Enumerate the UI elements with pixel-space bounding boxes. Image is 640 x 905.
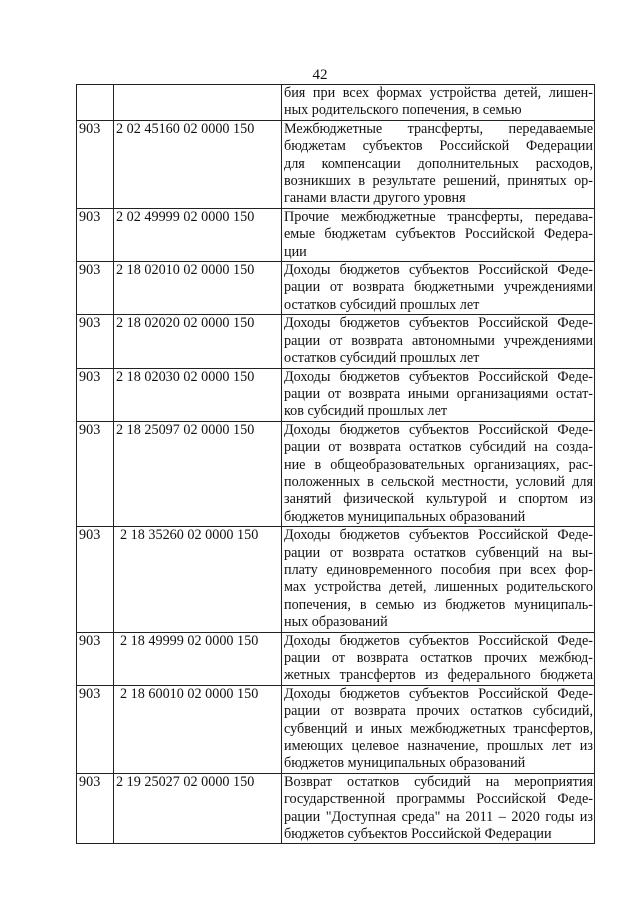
description-line: рации от возврата прочих остатков субсидий,	[284, 703, 593, 720]
table-row	[77, 632, 595, 685]
description-line: положенных в сельской местности, условий для	[284, 473, 593, 490]
description-line: бия при всех формах устройства детей, лишен-	[284, 85, 593, 101]
budget-code-cell: 2 18 49999 02 0000 150	[114, 632, 282, 685]
description-line: Доходы бюджетов субъектов Российской Феде-	[284, 315, 593, 332]
description-line: бюджетов субъектов Российской Федерации	[284, 826, 552, 843]
budget-code-cell	[114, 85, 282, 121]
description-cell	[282, 85, 595, 121]
admin-code-cell	[77, 85, 114, 121]
description-cell	[282, 120, 595, 208]
description-cell	[282, 315, 595, 368]
description-cell	[282, 208, 595, 261]
budget-classification-table	[76, 84, 595, 844]
description-line: занятий физической культурой и спортом из	[284, 491, 593, 508]
description-line: бюджетам субъектов Российской Федерации	[284, 138, 593, 155]
table-row	[77, 208, 595, 261]
admin-code-cell: 903	[77, 421, 114, 526]
description-line: мах устройства детей, лишенных родительского	[284, 579, 593, 596]
description-line: ние в общеобразовательных организациях, рас-	[284, 456, 593, 473]
description-line: рации от возврата бюджетными учреждениями	[284, 279, 593, 296]
page-number: 42	[312, 67, 328, 83]
description-line: Доходы бюджетов субъектов Российской Феде-	[284, 527, 593, 544]
table-row	[77, 527, 595, 632]
description-line: емые бюджетам субъектов Российской Федера-	[284, 226, 593, 243]
description-line: Доходы бюджетов субъектов Российской Феде-	[284, 368, 593, 385]
description-cell	[282, 773, 595, 844]
table-row	[77, 773, 595, 844]
budget-code-cell: 2 18 02010 02 0000 150	[114, 262, 282, 315]
description-line: Межбюджетные трансферты, передаваемые	[284, 120, 593, 137]
description-line: Прочие межбюджетные трансферты, передава-	[284, 208, 593, 225]
description-cell	[282, 685, 595, 773]
description-line: Доходы бюджетов субъектов Российской Феде-	[284, 632, 593, 649]
admin-code-cell: 903	[77, 527, 114, 632]
description-line: остатков субсидий прошлых лет	[284, 296, 480, 313]
description-line: Возврат остатков субсидий на мероприятия	[284, 773, 593, 790]
description-line: рации "Доступная среда" на 2011 – 2020 годы из	[284, 808, 593, 825]
description-line: остатков субсидий прошлых лет	[284, 350, 480, 367]
budget-code-cell: 2 18 02020 02 0000 150	[114, 315, 282, 368]
budget-code-cell: 2 18 60010 02 0000 150	[114, 685, 282, 773]
description-line: рации от возврата остатков субсидий на созда-	[284, 439, 593, 456]
table-row	[77, 368, 595, 421]
admin-code-cell: 903	[77, 120, 114, 208]
table-row	[77, 315, 595, 368]
description-line: ных родительского попечения, в семью	[284, 102, 522, 119]
description-line: Доходы бюджетов субъектов Российской Феде-	[284, 262, 593, 279]
description-line: бюджетов муниципальных образований	[284, 508, 526, 525]
description-line: возникших в результате решений, принятых ор-	[284, 173, 593, 190]
admin-code-cell: 903	[77, 632, 114, 685]
description-line: для компенсации дополнительных расходов,	[284, 155, 593, 172]
admin-code-cell: 903	[77, 208, 114, 261]
description-cell	[282, 421, 595, 526]
description-line: Доходы бюджетов субъектов Российской Феде-	[284, 685, 593, 702]
description-line: рации от возврата остатков субвенций на вы-	[284, 544, 593, 561]
description-line: субвенций и иных межбюджетных трансфертов,	[284, 720, 593, 737]
budget-code-cell: 2 18 25097 02 0000 150	[114, 421, 282, 526]
description-line: Доходы бюджетов субъектов Российской Феде-	[284, 421, 593, 438]
description-line: государственной программы Российской Феде-	[284, 791, 593, 808]
budget-code-cell: 2 18 35260 02 0000 150	[114, 527, 282, 632]
table-row	[77, 685, 595, 773]
description-line: имеющих целевое назначение, прошлых лет из	[284, 738, 593, 755]
admin-code-cell: 903	[77, 773, 114, 844]
budget-code-cell: 2 02 49999 02 0000 150	[114, 208, 282, 261]
description-cell	[282, 527, 595, 632]
description-line: ганами власти другого уровня	[284, 190, 466, 207]
description-line: рации от возврата иными организациями остат-	[284, 385, 593, 402]
description-cell	[282, 368, 595, 421]
table-row	[77, 85, 595, 121]
table-row	[77, 421, 595, 526]
description-line: рации от возврата автономными учреждениями	[284, 332, 593, 349]
description-line: ции	[284, 243, 307, 260]
description-line: бюджетов муниципальных образований	[284, 755, 526, 772]
budget-code-cell: 2 02 45160 02 0000 150	[114, 120, 282, 208]
table-row	[77, 120, 595, 208]
admin-code-cell: 903	[77, 685, 114, 773]
description-cell	[282, 262, 595, 315]
admin-code-cell: 903	[77, 315, 114, 368]
description-line: плату единовременного пособия при всех фор-	[284, 561, 593, 578]
admin-code-cell: 903	[77, 368, 114, 421]
description-line: жетных трансфертов из федерального бюджета	[284, 667, 593, 684]
description-line: ков субсидий прошлых лет	[284, 403, 448, 420]
table-row	[77, 262, 595, 315]
description-line: ных образований	[284, 614, 388, 631]
admin-code-cell: 903	[77, 262, 114, 315]
budget-code-cell: 2 19 25027 02 0000 150	[114, 773, 282, 844]
description-line: рации от возврата остатков прочих межбюд-	[284, 650, 593, 666]
description-cell	[282, 632, 595, 685]
description-line: попечения, в семью из бюджетов муниципаль-	[284, 596, 593, 613]
budget-code-cell: 2 18 02030 02 0000 150	[114, 368, 282, 421]
